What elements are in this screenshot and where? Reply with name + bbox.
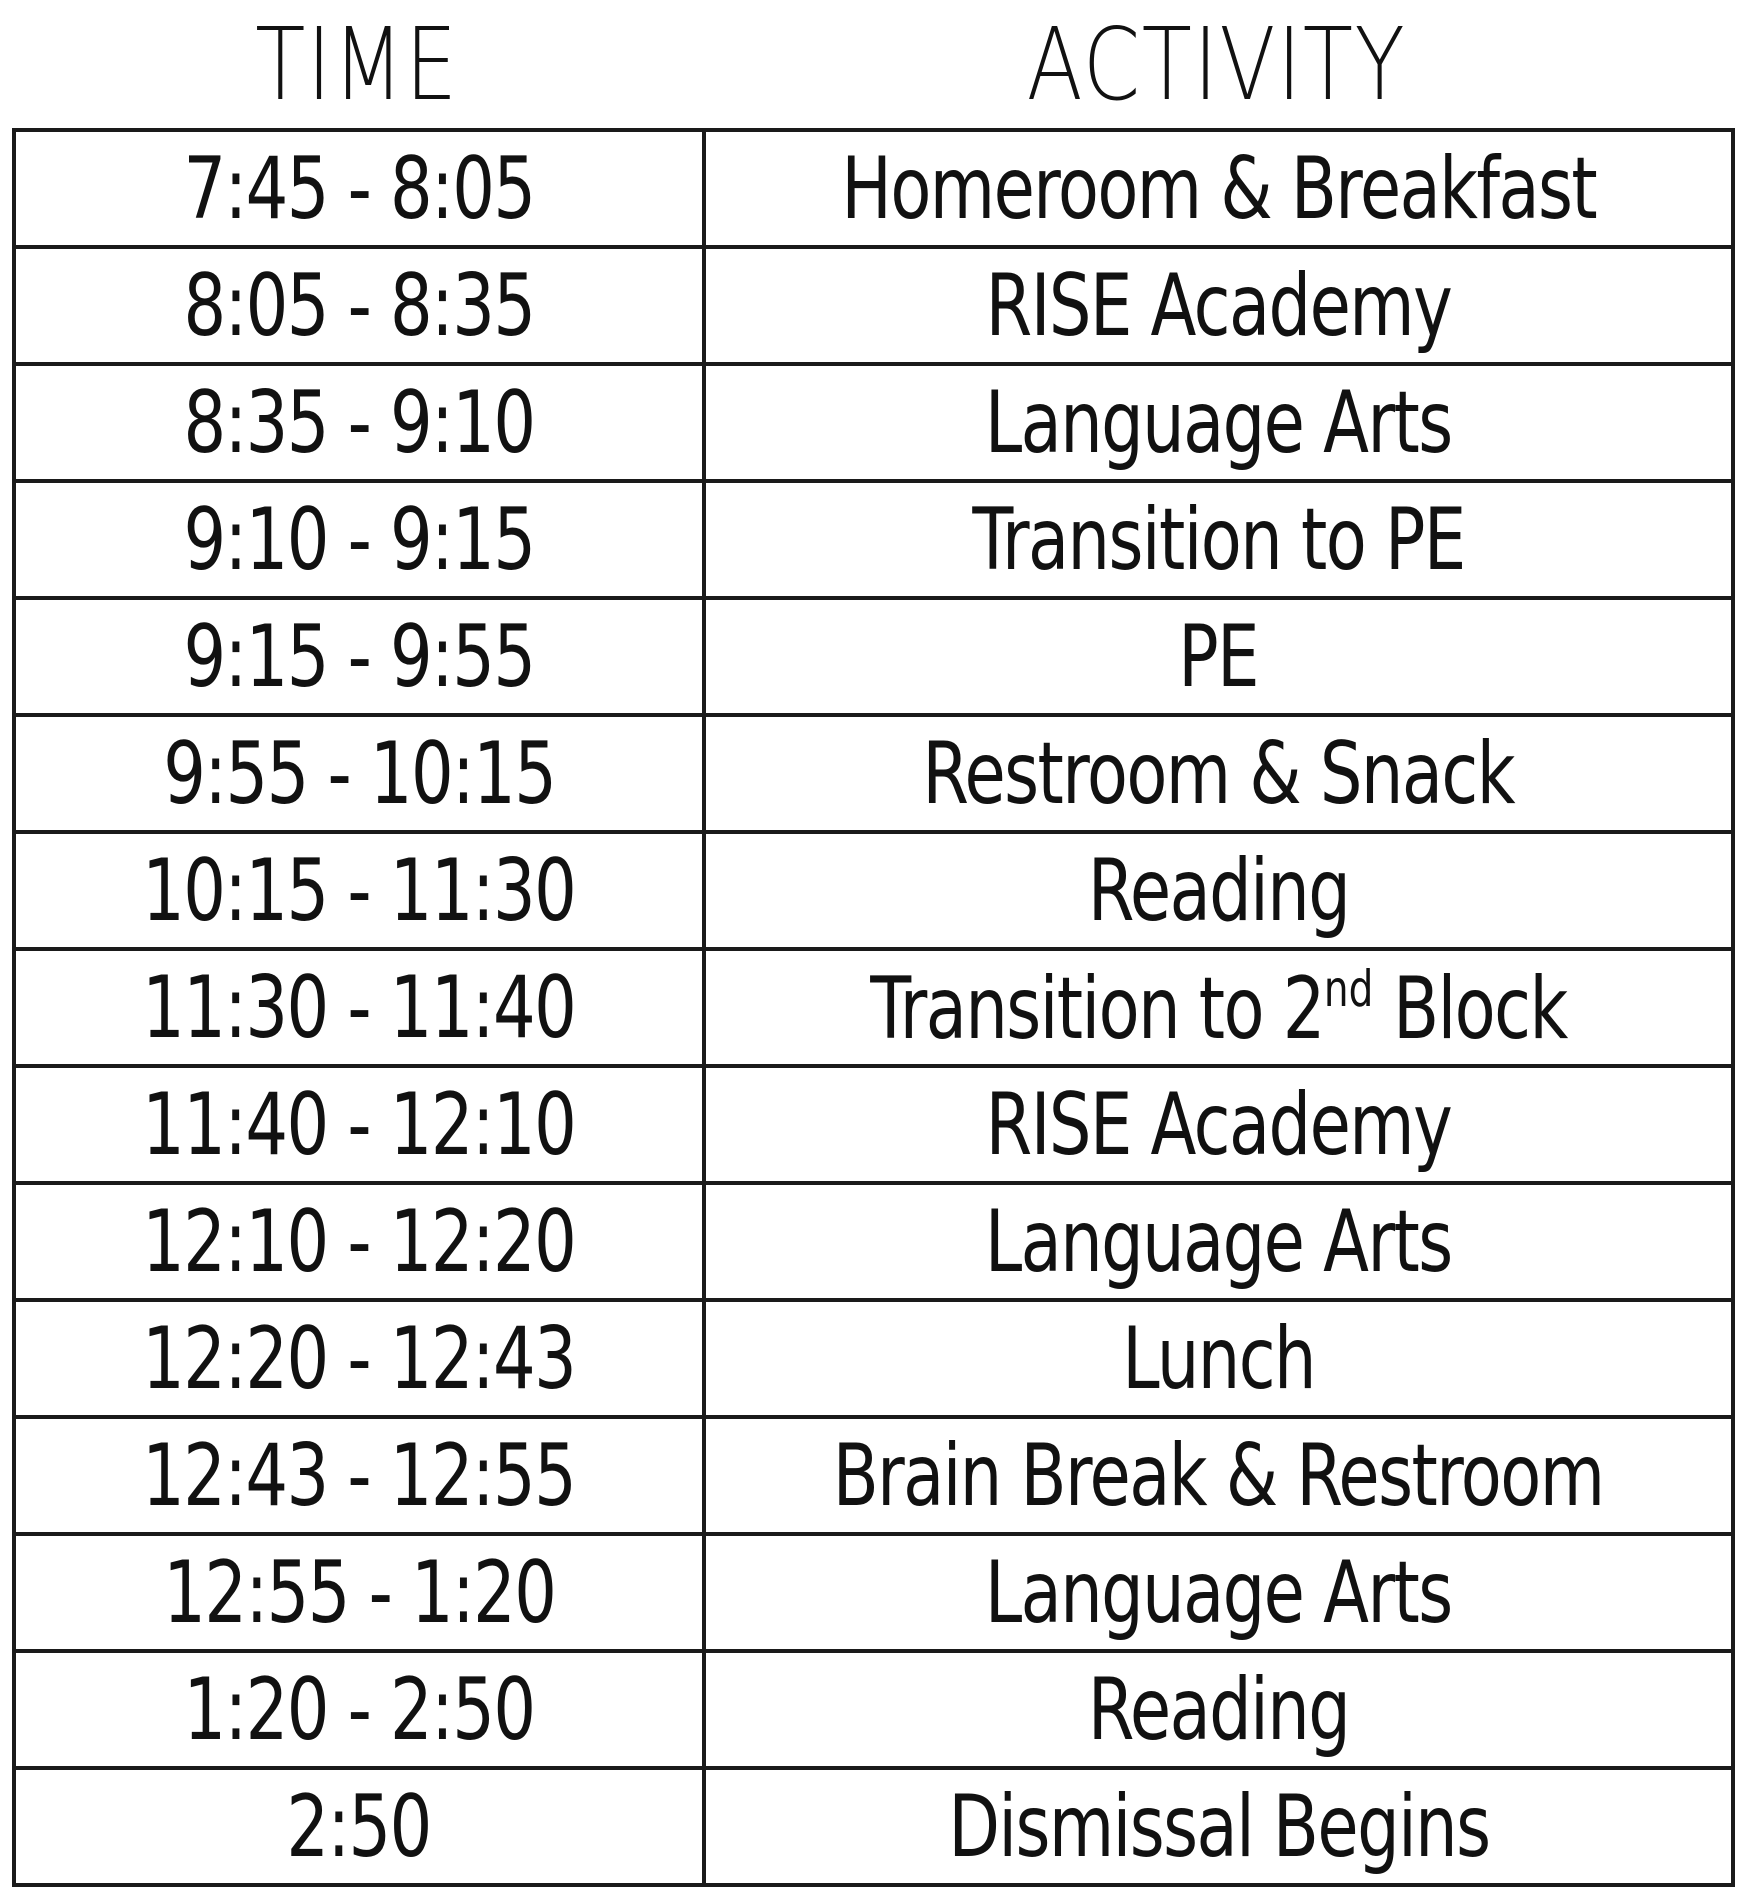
time-text: 12:43 - 12:55 (142, 1425, 576, 1526)
activity-cell (704, 832, 1733, 949)
time-text: 8:05 - 8:35 (183, 255, 535, 356)
activity-text: Restroom & Snack (922, 723, 1515, 824)
activity-text: Language Arts (985, 1191, 1452, 1292)
activity-text: Brain Break & Restroom (833, 1425, 1604, 1526)
time-text: 8:35 - 9:10 (183, 372, 535, 473)
activity-cell (704, 1768, 1733, 1885)
activity-text-before: Transition to 2 (870, 958, 1324, 1059)
ordinal-superscript: nd (1323, 959, 1374, 1018)
time-text: 11:40 - 12:10 (142, 1074, 576, 1175)
time-text: 10:15 - 11:30 (142, 840, 576, 941)
activity-cell (704, 481, 1733, 598)
table-row (14, 1300, 1733, 1417)
table-row (14, 1417, 1733, 1534)
activity-cell (704, 949, 1733, 1066)
time-text: 7:45 - 8:05 (183, 138, 535, 239)
table-header (12, 0, 1731, 128)
activity-text: Transition to PE (972, 489, 1465, 590)
time-cell (14, 598, 704, 715)
activity-cell (704, 1066, 1733, 1183)
time-cell (14, 247, 704, 364)
activity-text: Lunch (1122, 1308, 1315, 1409)
time-cell (14, 1300, 704, 1417)
activity-cell (704, 715, 1733, 832)
time-text: 9:55 - 10:15 (162, 723, 556, 824)
table-row (14, 1768, 1733, 1885)
time-cell (14, 1651, 704, 1768)
activity-text: Language Arts (985, 372, 1452, 473)
activity-text-after: Block (1373, 958, 1567, 1059)
time-text: 12:10 - 12:20 (142, 1191, 576, 1292)
activity-column-header: ACTIVITY (1026, 5, 1407, 123)
table-row (14, 481, 1733, 598)
activity-cell (704, 1183, 1733, 1300)
time-cell (14, 1066, 704, 1183)
activity-cell (704, 1300, 1733, 1417)
activity-cell (704, 598, 1733, 715)
time-cell (14, 1417, 704, 1534)
activity-cell (704, 130, 1733, 247)
time-cell (14, 1768, 704, 1885)
table-row (14, 1066, 1733, 1183)
time-cell (14, 832, 704, 949)
time-text: 11:30 - 11:40 (142, 957, 576, 1058)
activity-cell (704, 1651, 1733, 1768)
table-row (14, 1651, 1733, 1768)
table-row (14, 1183, 1733, 1300)
activity-cell (704, 1417, 1733, 1534)
table-row (14, 130, 1733, 247)
time-cell (14, 949, 704, 1066)
table-row (14, 364, 1733, 481)
activity-text: PE (1178, 606, 1259, 707)
time-cell (14, 1183, 704, 1300)
activity-text: Language Arts (985, 1542, 1452, 1643)
table-row (14, 832, 1733, 949)
activity-text: RISE Academy (985, 255, 1452, 356)
time-cell (14, 481, 704, 598)
time-text: 12:55 - 1:20 (162, 1542, 556, 1643)
activity-text: Homeroom & Breakfast (841, 138, 1596, 239)
activity-text: RISE Academy (985, 1074, 1452, 1175)
schedule-table (12, 128, 1735, 1887)
activity-cell (704, 1534, 1733, 1651)
activity-text: Reading (1087, 840, 1350, 941)
time-cell (14, 364, 704, 481)
activity-text (870, 958, 1567, 1059)
time-text: 9:15 - 9:55 (183, 606, 535, 707)
time-text: 1:20 - 2:50 (183, 1659, 535, 1760)
table-row (14, 1534, 1733, 1651)
table-row (14, 247, 1733, 364)
activity-cell (704, 364, 1733, 481)
table-row (14, 715, 1733, 832)
time-text: 12:20 - 12:43 (142, 1308, 576, 1409)
time-text: 2:50 (286, 1776, 432, 1877)
time-cell (14, 1534, 704, 1651)
time-column-header: TIME (255, 5, 459, 123)
table-row (14, 598, 1733, 715)
activity-text: Reading (1087, 1659, 1350, 1760)
time-text: 9:10 - 9:15 (183, 489, 535, 590)
time-cell (14, 715, 704, 832)
activity-text: Dismissal Begins (947, 1776, 1490, 1877)
table-row (14, 949, 1733, 1066)
time-cell (14, 130, 704, 247)
activity-cell (704, 247, 1733, 364)
